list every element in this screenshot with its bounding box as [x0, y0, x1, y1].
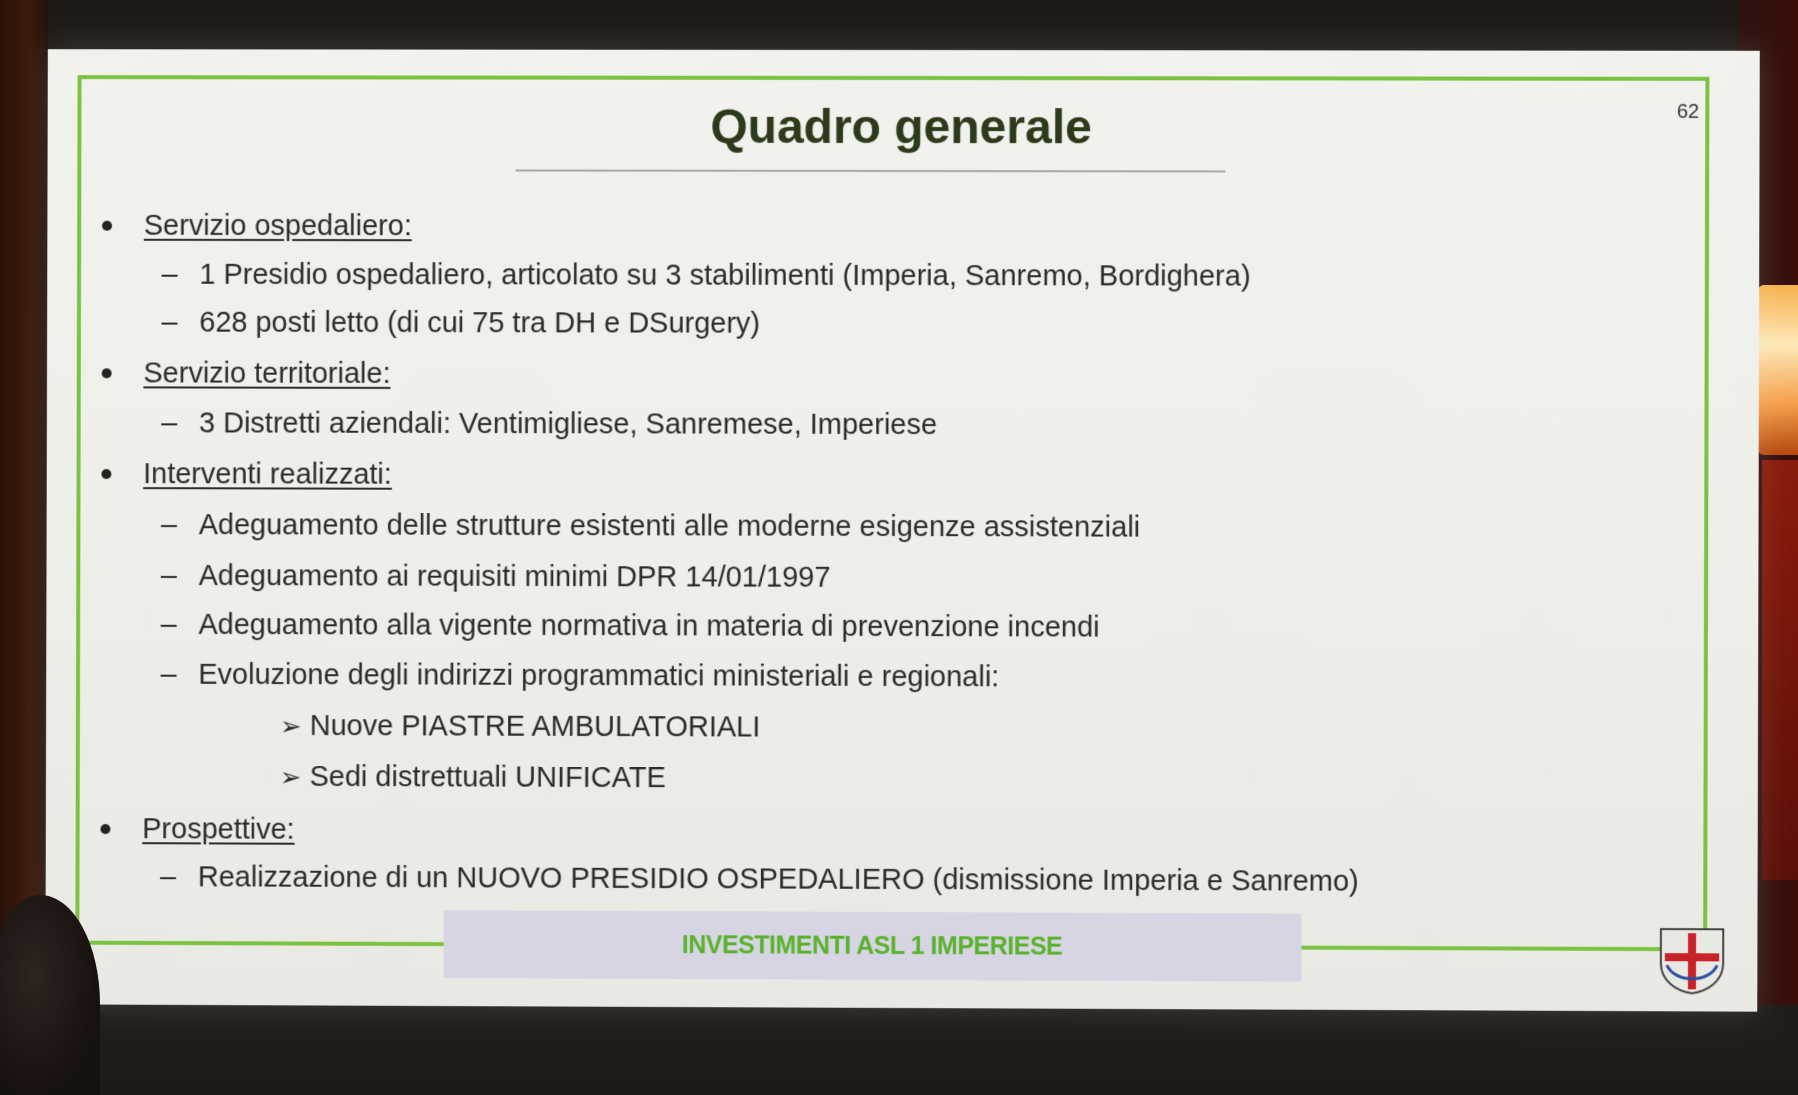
arrow-bullet: ➢ Nuove PIASTRE AMBULATORIALI — [279, 710, 761, 744]
regione-liguria-logo — [1655, 923, 1730, 998]
bullet-icon — [100, 824, 110, 834]
bullet-heading: Prospettive: — [100, 812, 294, 847]
footer-banner — [444, 910, 1302, 981]
dash-icon: – — [161, 407, 178, 440]
bullet-heading: Servizio territoriale: — [102, 356, 391, 391]
sub-bullet: – 1 Presidio ospedaliero, articolato su 3 stabilimenti (Imperia, Sanremo, Bordighera) — [161, 258, 1251, 293]
bullet-icon — [102, 369, 112, 379]
bullet-heading: Servizio ospedaliero: — [102, 209, 412, 244]
slide-number: 62 — [1676, 100, 1700, 123]
dash-icon: – — [160, 559, 177, 592]
red-curtain — [1762, 460, 1798, 880]
bullet-icon — [101, 469, 111, 479]
sub-bullet: – Realizzazione di un NUOVO PRESIDIO OSPEDALIERO (dismissione Imperia e Sanremo) — [159, 861, 1359, 898]
sub-bullet: – Adeguamento delle strutture esistenti alle moderne esigenze assistenziali — [160, 509, 1141, 544]
sub-bullet: – Adeguamento alla vigente normativa in materia di prevenzione incendi — [160, 608, 1100, 644]
dash-icon: – — [161, 258, 178, 291]
dash-icon: – — [160, 658, 177, 691]
projected-slide — [45, 49, 1759, 1011]
dash-icon: – — [160, 509, 178, 542]
sub-bullet: – Evoluzione degli indirizzi programmatici ministeriali e regionali: — [160, 658, 1000, 694]
dash-icon: – — [160, 608, 177, 641]
arrow-icon: ➢ — [279, 761, 302, 792]
bullet-icon — [102, 221, 112, 231]
sub-bullet: – 628 posti letto (di cui 75 tra DH e DSurgery) — [161, 306, 761, 340]
wall-lamp — [1758, 285, 1798, 455]
banner-text: INVESTIMENTI ASL 1 IMPERIESE — [681, 930, 1063, 961]
dash-icon: – — [159, 861, 177, 894]
arrow-bullet: ➢ Sedi distrettuali UNIFICATE — [279, 760, 666, 795]
sub-bullet: – Adeguamento ai requisiti minimi DPR 14/01/1997 — [160, 559, 831, 594]
bullet-heading: Interventi realizzati: — [101, 457, 392, 492]
room-floor — [0, 1005, 1798, 1080]
sub-bullet: – 3 Distretti aziendali: Ventimigliese, Sanremese, Imperiese — [161, 407, 938, 442]
arrow-icon: ➢ — [279, 710, 302, 741]
dash-icon: – — [161, 306, 178, 339]
slide-title: Quadro generale — [710, 100, 1092, 155]
